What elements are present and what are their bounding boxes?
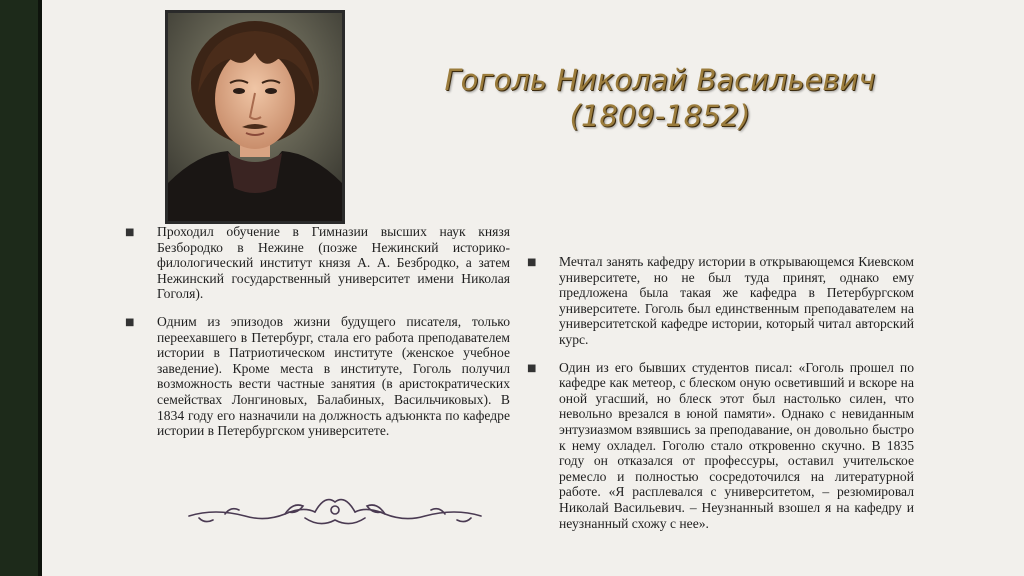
list-item-text: Проходил обучение в Гимназии высших наук князя Безбородко в Нежине (позже Нежинский историко-филологический институт князя А. А. Безбродко, а затем Нежинский государственный университет имени Николая Гоголя). [157,224,510,302]
list-item-text: Мечтал занять кафедру истории в открывающемся Киевском университете, но не был туда принят, однако ему предложена была такая же кафедра в Петербургском университете. Гоголь был единственным преподавателем на университетской кафедре истории, который читал авторский курс. [559,254,914,347]
title-name: Гоголь Николай Васильевич [444,63,876,97]
list-item [527,360,914,532]
right-bullet-list [527,254,914,543]
title-years: (1809-1852) [569,99,751,133]
list-item-text: Одним из эпизодов жизни будущего писателя, только переехавшего в Петербург, стала его работа преподавателем истории в Патриотическом институте (женское учебное заведение). Кроме места в институте, Гоголь получил возможность вести частные занятия (в аристократических семействах Лонгиновых, Балабиных, Васильчиковых). В 1834 году его назначили на должность адъюнкта по кафедре истории в Петербургском университете. [157,313,510,439]
bullet-square-icon: ■ [125,227,135,238]
left-bullet-list [125,224,510,451]
bullet-square-icon: ■ [125,316,135,328]
list-item [125,314,510,439]
bullet-square-icon: ■ [527,257,537,268]
list-item [527,254,914,348]
list-item [125,224,510,302]
slide-title [400,62,920,134]
decorative-flourish-icon [185,488,485,534]
portrait-image [165,10,345,224]
portrait-photo-icon [168,13,342,221]
list-item-text: Один из его бывших студентов писал: «Гоголь прошел по кафедре как метеор, с блеском оную осветивший и вскоре на оной угасший, но блеск этот был настолько силен, что невольно врезался в юной памяти». Однако с невиданным энтузиазмом взявшись за преподавание, он довольно быстро к нему охладел. Гоголю стало откровенно скучно. В 1835 году он отказался от профессуры, оставил учительское ремесло и полностью сосредоточился на литературной работе. «Я расплевался с университетом, – резюмировал Николай Васильевич. – Неузнанный взошел я на кафедру и неузнанный схожу с нее». [559,359,914,531]
left-accent-bar-edge [38,0,42,576]
left-accent-bar [0,0,38,576]
bullet-square-icon: ■ [527,362,537,374]
